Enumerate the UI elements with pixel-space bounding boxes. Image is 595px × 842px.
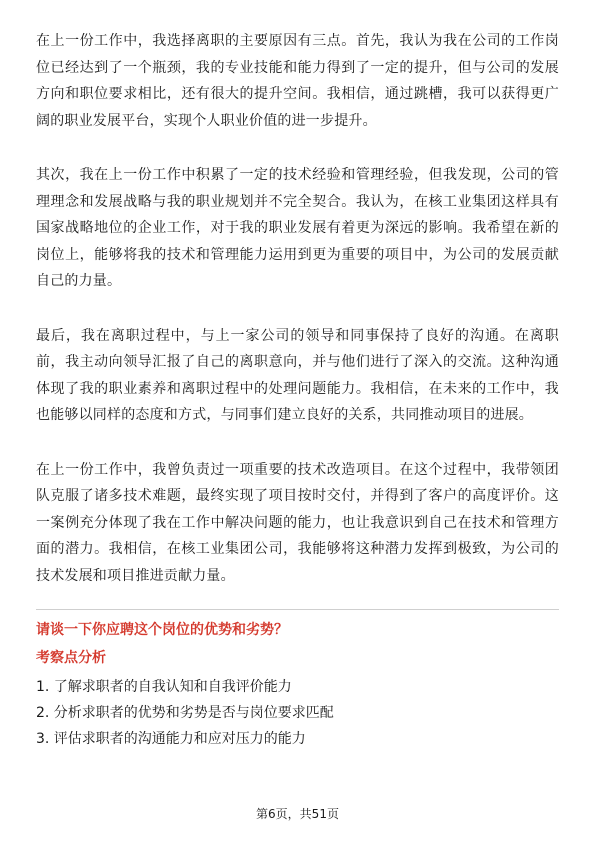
page-number: 第6页，共51页 [256, 807, 339, 821]
answer-paragraph-2: 其次，我在上一份工作中积累了一定的技术经验和管理经验，但我发现，公司的管理理念和发展战略与我的职业规划并不完全契合。我认为，在核工业集团这样具有国家战略地位的企业工作，对于我的职业发展有着更为深远的影响。我希望在新的岗位上，能够将我的技术和管理能力运用到更为重要的项目中，为公司的发展贡献自己的力量。 [36, 167, 559, 289]
answer-paragraph-3: 最后，我在离职过程中，与上一家公司的领导和同事保持了良好的沟通。在离职前，我主动向领导汇报了自己的离职意向，并与他们进行了深入的交流。这种沟通体现了我的职业素养和离职过程中的处理问题能力。我相信，在未来的工作中，我也能够以同样的态度和方式，与同事们建立良好的关系，共同推动项目的进展。 [36, 327, 559, 423]
answer-paragraph-1: 在上一份工作中，我选择离职的主要原因有三点。首先，我认为我在公司的工作岗位已经达到了一个瓶颈，我的专业技能和能力得到了一定的提升，但与公司的发展方向和职位要求相比，还有很大的提升空间。我相信，通过跳槽，我可以获得更广阔的职业发展平台，实现个人职业价值的进一步提升。 [36, 33, 559, 129]
analysis-heading: 考察点分析 [36, 650, 106, 666]
answer-paragraph-4: 在上一份工作中，我曾负责过一项重要的技术改造项目。在这个过程中，我带领团队克服了诸多技术难题，最终实现了项目按时交付，并得到了客户的高度评价。这一案例充分体现了我在工作中解决问题的能力，也让我意识到自己在技术和管理方面的潜力。我相信，在核工业集团公司，我能够将这种潜力发挥到极致，为公司的技术发展和项目推进贡献力量。 [36, 461, 559, 584]
analysis-list [36, 674, 559, 752]
analysis-point: 1. 了解求职者的自我认知和自我评价能力 [36, 679, 292, 695]
analysis-point: 2. 分析求职者的优势和劣势是否与岗位要求匹配 [36, 705, 334, 721]
section-divider [36, 609, 559, 610]
analysis-point: 3. 评估求职者的沟通能力和应对压力的能力 [36, 731, 306, 747]
interview-question: 请谈一下你应聘这个岗位的优势和劣势？ [36, 622, 288, 638]
